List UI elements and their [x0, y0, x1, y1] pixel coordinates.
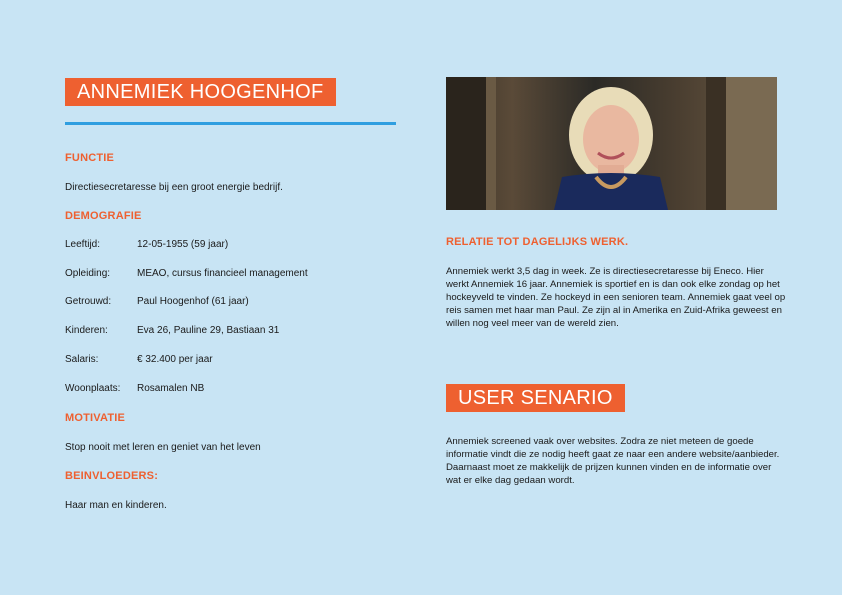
relatie-heading: RELATIE TOT DAGELIJKS WERK.: [446, 236, 629, 248]
functie-heading: FUNCTIE: [65, 152, 115, 164]
demografie-row: [65, 296, 249, 307]
motivatie-heading: MOTIVATIE: [65, 412, 126, 424]
demografie-row: [65, 383, 204, 394]
row-label: Leeftijd:: [65, 239, 101, 250]
functie-text: Directiesecretaresse bij een groot energie bedrijf.: [65, 182, 283, 193]
demografie-row: [65, 325, 279, 336]
beinvloeders-text: Haar man en kinderen.: [65, 500, 167, 511]
row-value: Rosamalen NB: [137, 383, 205, 394]
beinvloeders-heading: BEINVLOEDERS:: [65, 470, 159, 482]
row-label: Getrouwd:: [65, 296, 112, 307]
relatie-text: Annemiek werkt 3,5 dag in week. Ze is directiesecretaresse bij Eneco. Hier werkt Annemiek 16 jaar. Annemiek is sportief en is dan ook elke zondag op het hockeyveld te vinden. Ze hockeyd in een senioren team. Annemiek gaat veel op reis samen met haar man Paul. Ze zijn al in Amerika en Zuid-Afrika geweest en willen nog veel meer van de wereld zien.: [446, 266, 786, 329]
persona-photo: [446, 77, 777, 210]
demografie-row: [65, 239, 228, 250]
row-value: Eva 26, Pauline 29, Bastiaan 31: [137, 325, 280, 336]
row-label: Kinderen:: [65, 325, 108, 336]
row-value: 12-05-1955 (59 jaar): [137, 239, 229, 250]
scenario-text: Annemiek screened vaak over websites. Zodra ze niet meteen de goede informatie vindt die ze nodig heeft gaat ze naar een andere website/aanbieder. Daarnaast moet ze makkelijk de prijzen kunnen vinden en de informatie over wat er elke dag gedaan wordt.: [446, 436, 780, 486]
demografie-heading: DEMOGRAFIE: [65, 210, 142, 222]
row-value: € 32.400 per jaar: [137, 354, 213, 365]
motivatie-text: Stop nooit met leren en geniet van het leven: [65, 442, 261, 453]
row-value: MEAO, cursus financieel management: [137, 268, 308, 279]
title-divider: [65, 122, 396, 125]
demografie-row: [65, 268, 308, 279]
portrait-illustration: [446, 77, 777, 210]
row-value: Paul Hoogenhof (61 jaar): [137, 296, 249, 307]
persona-name-title: ANNEMIEK HOOGENHOF: [65, 78, 336, 106]
row-label: Woonplaats:: [65, 383, 121, 394]
row-label: Opleiding:: [65, 268, 111, 279]
demografie-row: [65, 354, 213, 365]
row-label: Salaris:: [65, 354, 99, 365]
user-scenario-title: USER SENARIO: [446, 384, 625, 412]
